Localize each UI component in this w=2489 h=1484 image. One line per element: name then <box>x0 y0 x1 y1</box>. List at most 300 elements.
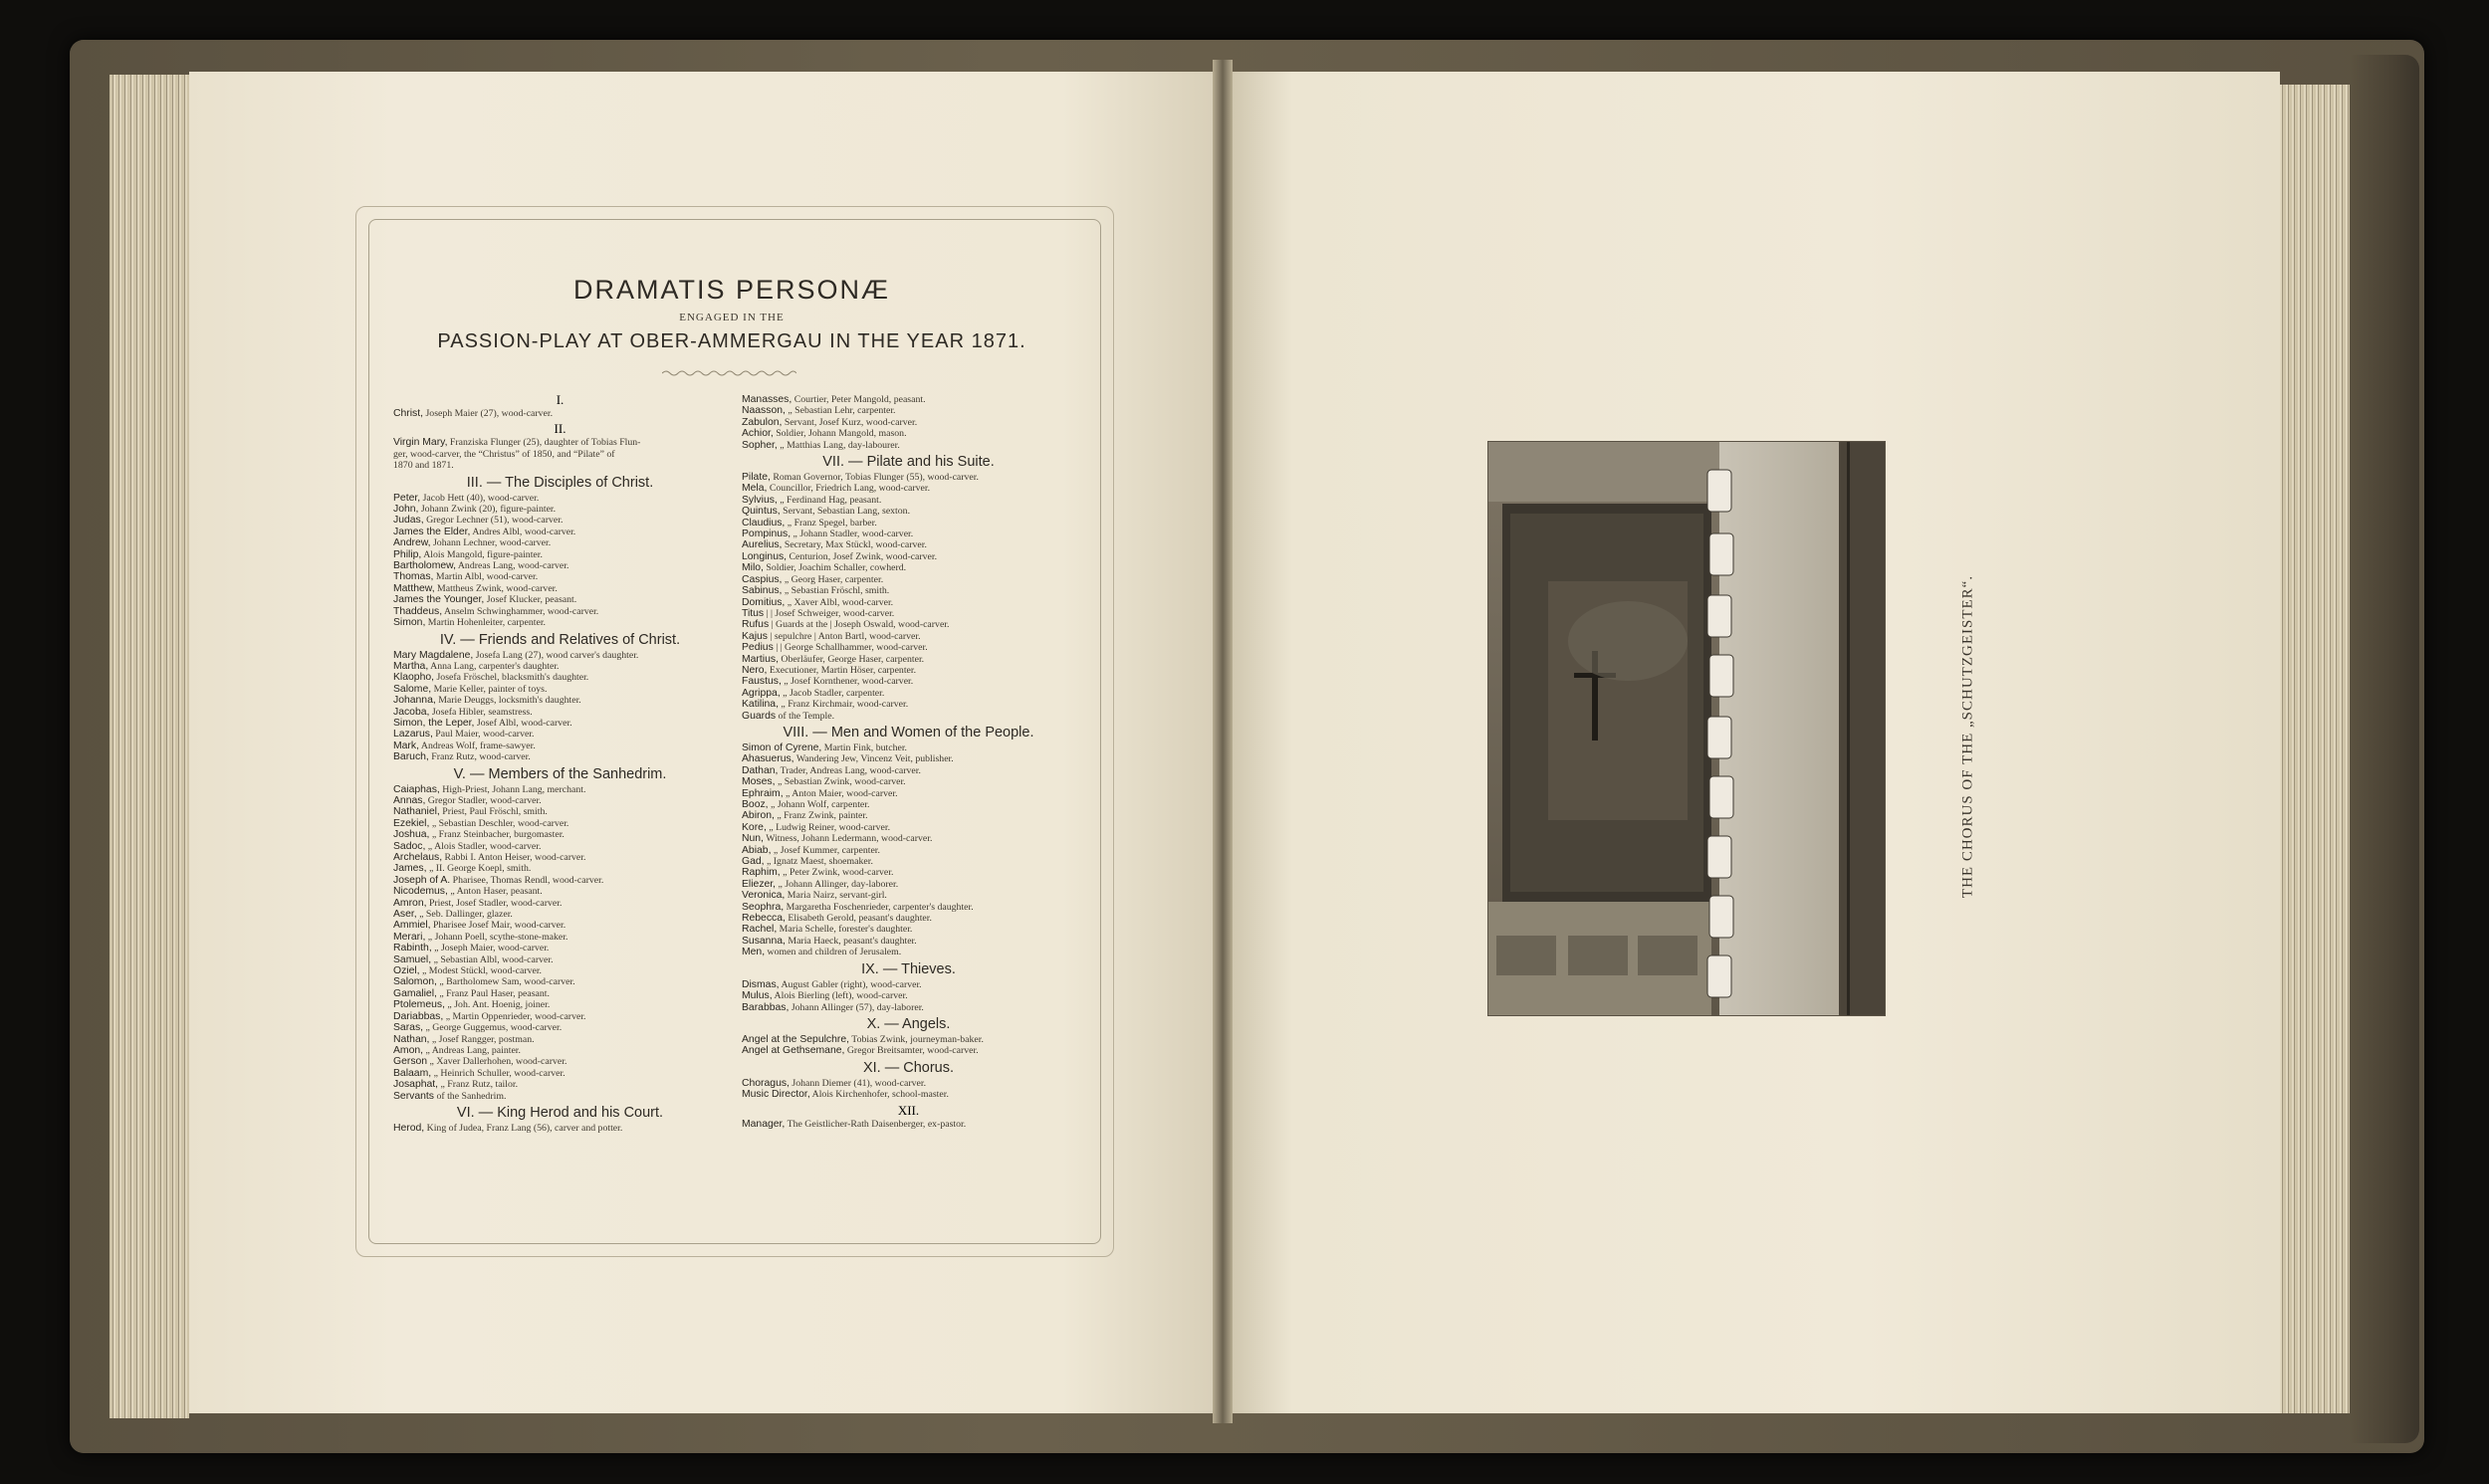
role-name: Men, <box>742 947 766 958</box>
cast-entry <box>742 562 1075 573</box>
actor-detail: Johann Allinger (57), day-laborer. <box>789 1001 924 1013</box>
cast-entry <box>393 437 727 448</box>
actor-detail: Margaretha Foschenrieder, carpenter's daughter. <box>784 901 974 913</box>
role-name: Aurelius, <box>742 539 783 551</box>
actor-detail: Maria Nairz, servant-girl. <box>785 890 887 902</box>
role-name: Barabbas, <box>742 1001 790 1013</box>
role-name: Philip, <box>393 548 422 560</box>
role-name: Thomas, <box>393 571 434 583</box>
actor-detail: „ Josef Kummer, carpenter. <box>771 844 880 856</box>
section-heading: X. — Angels. <box>866 1015 951 1032</box>
role-name: Nathan, <box>393 1033 430 1045</box>
cast-entry <box>393 784 727 795</box>
actor-detail: „ Franz Steinbacher, burgomaster. <box>429 829 565 841</box>
cast-entry <box>742 529 1075 539</box>
actor-detail: Roman Governor, Tobias Flunger (55), wood-carver. <box>770 472 979 484</box>
cast-column-left <box>393 390 727 1134</box>
actor-detail: Executioner, Martin Höser, carpenter. <box>767 664 917 676</box>
role-name: Pedius <box>742 642 774 654</box>
actor-detail: The Geistlicher-Rath Daisenberger, ex-pastor. <box>785 1118 967 1130</box>
cast-entry <box>742 551 1075 562</box>
cast-entry <box>742 1034 1075 1045</box>
actor-detail: Franziska Flunger (25), daughter of Tobias Flun- <box>447 437 641 449</box>
role-name: Matthew, <box>393 582 435 594</box>
actor-detail: „ Josef Kornthener, wood-carver. <box>781 676 914 688</box>
role-name: Merari, <box>393 931 426 943</box>
actor-detail: „ Johann Wolf, carpenter. <box>768 799 870 810</box>
actor-detail: Mattheus Zwink, wood-carver. <box>434 582 558 594</box>
cast-entry <box>393 672 727 683</box>
role-name: Music Director, <box>742 1089 810 1101</box>
role-name: Manager, <box>742 1118 786 1130</box>
actor-detail: Servant, Sebastian Lang, sexton. <box>780 506 911 518</box>
section-heading: VI. — King Herod and his Court. <box>456 1104 664 1121</box>
role-name: Mela, <box>742 483 768 495</box>
role-name: Caiaphas, <box>393 783 440 795</box>
role-name: Mulus, <box>742 990 773 1002</box>
actor-detail: Marie Deuggs, locksmith's daughter. <box>435 695 581 707</box>
book-gutter <box>1213 60 1233 1423</box>
cast-entry <box>742 765 1075 776</box>
role-name: Nathaniel, <box>393 806 440 818</box>
actor-detail: Priest, Paul Fröschl, smith. <box>439 806 548 818</box>
role-name: Claudius, <box>742 517 786 529</box>
actor-detail: Johann Lechner, wood-carver. <box>430 537 552 549</box>
cast-entry <box>393 795 727 806</box>
photo-caption: THE CHORUS OF THE „SCHUTZGEISTER“. <box>1959 574 1976 899</box>
cast-entry <box>742 518 1075 529</box>
actor-detail: Maria Haeck, peasant's daughter. <box>785 935 917 947</box>
role-name: Herod, <box>393 1122 425 1134</box>
actor-detail: | | Josef Schweiger, wood-carver. <box>764 607 895 619</box>
cast-entry <box>393 875 727 886</box>
actor-detail: Josefa Fröschel, blacksmith's daughter. <box>434 672 589 684</box>
actor-detail: „ Ferdinand Hag, peasant. <box>777 494 882 506</box>
role-name: Nun, <box>742 833 764 845</box>
role-name: Amron, <box>393 897 427 909</box>
actor-detail: Alois Bierling (left), wood-carver. <box>772 990 908 1002</box>
actor-detail: „ Bartholomew Sam, wood-carver. <box>436 976 575 988</box>
cast-entry <box>393 493 727 504</box>
role-name: Sylvius, <box>742 494 778 506</box>
actor-detail: „ Jacob Stadler, carpenter. <box>780 687 885 699</box>
cast-entry <box>742 539 1075 550</box>
role-name: Ptolemeus, <box>393 999 445 1011</box>
actor-detail: Wandering Jew, Vincenz Veit, publisher. <box>793 753 954 765</box>
cast-entry <box>742 699 1075 710</box>
cast-entry <box>742 1078 1075 1089</box>
role-name: Bartholomew, <box>393 560 456 572</box>
section-heading: VII. — Pilate and his Suite. <box>822 454 995 471</box>
role-name: Amon, <box>393 1044 424 1056</box>
cast-entry <box>742 676 1075 687</box>
cast-entry <box>742 833 1075 844</box>
cast-column-right <box>742 394 1075 1130</box>
actor-detail: „ Sebastian Albl, wood-carver. <box>431 954 554 965</box>
cast-entry <box>742 924 1075 935</box>
cast-entry <box>393 537 727 548</box>
actor-detail: Anna Lang, carpenter's daughter. <box>428 660 560 672</box>
role-name: Servants <box>393 1090 435 1102</box>
actor-detail: „ Peter Zwink, wood-carver. <box>780 867 894 879</box>
role-name: James the Elder, <box>393 526 471 537</box>
actor-detail: „ Xaver Dallerhohen, wood-carver. <box>427 1056 567 1068</box>
role-name: Mark, <box>393 740 419 751</box>
role-name: Martius, <box>742 653 779 665</box>
cast-entry <box>393 684 727 695</box>
role-name: Samuel, <box>393 954 432 965</box>
cast-entry <box>393 594 727 605</box>
cast-entry <box>742 665 1075 676</box>
role-name: Aser, <box>393 909 417 921</box>
role-name: Kajus <box>742 630 768 642</box>
actor-detail: „ Sebastian Fröschl, smith. <box>782 585 890 597</box>
role-name: Pilate, <box>742 472 771 484</box>
actor-detail: Franz Rutz, wood-carver. <box>428 751 531 763</box>
cast-entry <box>742 711 1075 722</box>
actor-detail: Elisabeth Gerold, peasant's daughter. <box>785 913 932 925</box>
section-heading: XI. — Chorus. <box>862 1059 955 1076</box>
actor-detail: „ Franz Spegel, barber. <box>785 517 877 529</box>
role-name: Sopher, <box>742 439 778 451</box>
role-name: Nero, <box>742 664 768 676</box>
actor-detail: „ Modest Stückl, wood-carver. <box>419 965 542 977</box>
actor-detail: „ Franz Kirchmair, wood-carver. <box>778 699 909 711</box>
cast-entry <box>742 936 1075 947</box>
actor-detail: Councillor, Friedrich Lang, wood-carver. <box>767 483 931 495</box>
actor-detail: Johann Diemer (41), wood-carver. <box>789 1077 927 1089</box>
actor-detail: Maria Schelle, forester's daughter. <box>777 924 913 936</box>
cast-entry <box>393 460 727 471</box>
cast-entry <box>742 417 1075 428</box>
cast-entry <box>393 695 727 706</box>
role-name: Angel at the Sepulchre, <box>742 1033 850 1045</box>
actor-detail: Centurion, Josef Zwink, wood-carver. <box>787 550 938 562</box>
actor-detail: Witness, Johann Ledermann, wood-carver. <box>763 833 933 845</box>
role-name: Abiab, <box>742 844 772 856</box>
cast-entry <box>742 631 1075 642</box>
actor-detail: Soldier, Johann Mangold, mason. <box>773 428 907 440</box>
role-name: Johanna, <box>393 695 436 707</box>
role-name: Caspius, <box>742 573 783 585</box>
cast-entry <box>742 990 1075 1001</box>
role-name: Domitius, <box>742 596 786 608</box>
actor-detail: of the Temple. <box>776 710 835 722</box>
role-name: Oziel, <box>393 965 420 977</box>
role-name: Judas, <box>393 515 424 527</box>
role-name: Zabulon, <box>742 416 783 428</box>
cast-entry <box>393 449 727 460</box>
cast-entry <box>742 1002 1075 1013</box>
role-name: Simon, <box>393 617 426 629</box>
actor-detail: „ Sebastian Lehr, carpenter. <box>785 405 896 417</box>
role-name: Baruch, <box>393 751 429 763</box>
page-subtitle: ENGAGED IN THE <box>679 312 785 323</box>
section-heading: III. — The Disciples of Christ. <box>466 474 654 491</box>
play-title: PASSION-PLAY AT OBER-AMMERGAU IN THE YEAR 1871. <box>437 330 1026 352</box>
role-name: Rebecca, <box>742 913 786 925</box>
actor-detail: August Gabler (right), wood-carver. <box>779 978 922 990</box>
actor-detail: „ Alois Stadler, wood-carver. <box>425 840 542 852</box>
cast-entry <box>742 753 1075 764</box>
cast-entry <box>393 650 727 661</box>
actor-detail: Rabbi I. Anton Heiser, wood-carver. <box>442 852 586 863</box>
cast-entry <box>742 947 1075 957</box>
actor-detail: | sepulchre | Anton Bartl, wood-carver. <box>768 630 921 642</box>
section-number: XII. <box>897 1102 920 1118</box>
role-name: Pompinus, <box>742 529 792 540</box>
cast-entry <box>393 504 727 515</box>
cast-entry <box>393 976 727 987</box>
actor-detail: „ Johann Allinger, day-laborer. <box>776 878 899 890</box>
role-name: Ephraim, <box>742 787 784 799</box>
role-name: Peter, <box>393 492 421 504</box>
actor-detail: „ Andreas Lang, painter. <box>423 1044 521 1056</box>
actor-detail: Josefa Hibler, seamstress. <box>429 706 533 718</box>
role-name: Christ, <box>393 408 424 419</box>
book-spine-right <box>2350 55 2419 1443</box>
actor-detail: Josef Albl, wood-carver. <box>474 717 572 729</box>
actor-detail: Soldier, Joachim Schaller, cowherd. <box>763 562 907 574</box>
cast-entry <box>742 890 1075 901</box>
cast-entry <box>393 1011 727 1022</box>
cast-entry <box>742 856 1075 867</box>
cast-entry <box>393 1022 727 1033</box>
actor-detail: Joseph Maier (27), wood-carver. <box>423 408 554 419</box>
section-heading: VIII. — Men and Women of the People. <box>783 724 1034 741</box>
role-name: Veronica, <box>742 890 786 902</box>
actor-detail: „ Johann Stadler, wood-carver. <box>791 529 914 540</box>
cast-entry <box>393 1123 727 1134</box>
cast-entry <box>742 1089 1075 1100</box>
actor-detail: „ Josef Rangger, postman. <box>429 1033 535 1045</box>
role-name: Joshua, <box>393 829 430 841</box>
role-name: Milo, <box>742 562 764 574</box>
role-name: Guards <box>742 710 777 722</box>
section-heading: IV. — Friends and Relatives of Christ. <box>439 631 681 648</box>
role-name: Rachel, <box>742 924 778 936</box>
cast-entry <box>393 898 727 909</box>
section-heading: IX. — Thieves. <box>861 960 956 977</box>
actor-detail: „ Martin Oppenrieder, wood-carver. <box>443 1010 586 1022</box>
cast-entry <box>742 879 1075 890</box>
cast-entry <box>393 571 727 582</box>
actor-detail: „ Georg Haser, carpenter. <box>782 573 884 585</box>
cast-entry <box>393 965 727 976</box>
cast-entry <box>393 954 727 965</box>
role-name: Mary Magdalene, <box>393 649 474 661</box>
cast-entry <box>393 841 727 852</box>
actor-detail: Martin Fink, butcher. <box>821 742 907 753</box>
role-name: Angel at Gethsemane, <box>742 1045 845 1057</box>
role-name: Agrippa, <box>742 687 781 699</box>
cast-entry <box>393 999 727 1010</box>
cast-entry <box>393 1056 727 1067</box>
cast-entry <box>393 606 727 617</box>
actor-detail: „ Johann Poell, scythe-stone-maker. <box>425 931 568 943</box>
actor-detail: „ Heinrich Schuller, wood-carver. <box>431 1067 566 1079</box>
actor-detail: Gregor Stadler, wood-carver. <box>425 794 542 806</box>
role-name: Ahasuerus, <box>742 753 794 765</box>
cast-entry <box>742 788 1075 799</box>
actor-detail: Tobias Zwink, journeyman-baker. <box>849 1033 984 1045</box>
actor-detail: „ Joh. Ant. Hoenig, joiner. <box>444 999 551 1011</box>
actor-detail: Gregor Lechner (51), wood-carver. <box>423 515 564 527</box>
actor-detail: Josefa Lang (27), wood carver's daughter. <box>473 649 639 661</box>
actor-detail: Paul Maier, wood-carver. <box>432 729 535 741</box>
actor-detail: | | George Schallhammer, wood-carver. <box>773 642 928 654</box>
role-name: Lazarus, <box>393 729 433 741</box>
role-name: Dariabbas, <box>393 1010 444 1022</box>
actor-detail: Johann Zwink (20), figure-painter. <box>418 504 557 516</box>
cast-entry <box>393 1091 727 1102</box>
actor-detail: 1870 and 1871. <box>393 460 454 472</box>
role-name: Salomon, <box>393 976 437 988</box>
cast-entry <box>393 741 727 751</box>
cast-entry <box>393 920 727 931</box>
actor-detail: „ Ludwig Reiner, wood-carver. <box>766 821 891 833</box>
cast-entry <box>742 810 1075 821</box>
role-name: Joseph of A. <box>393 874 451 886</box>
cast-entry <box>742 1045 1075 1056</box>
role-name: Jacoba, <box>393 706 430 718</box>
cast-entry <box>742 642 1075 653</box>
cast-entry <box>393 729 727 740</box>
role-name: Josaphat, <box>393 1079 439 1091</box>
role-name: Ammiel, <box>393 920 431 932</box>
actor-detail: „ Xaver Albl, wood-carver. <box>785 596 894 608</box>
cast-entry <box>393 988 727 999</box>
cast-entry <box>742 585 1075 596</box>
cast-entry <box>742 574 1075 585</box>
role-name: Martha, <box>393 660 429 672</box>
cast-entry <box>393 909 727 920</box>
actor-detail: „ Matthias Lang, day-labourer. <box>777 439 900 451</box>
role-name: Longinus, <box>742 550 788 562</box>
role-name: Klaopho, <box>393 672 435 684</box>
role-name: Titus <box>742 607 765 619</box>
actor-detail: women and children of Jerusalem. <box>765 947 902 958</box>
cast-entry <box>393 806 727 817</box>
role-name: Sabinus, <box>742 585 783 597</box>
section-heading: V. — Members of the Sanhedrim. <box>453 765 667 782</box>
actor-detail: Pharisee Josef Mair, wood-carver. <box>430 920 566 932</box>
cast-entry <box>393 661 727 672</box>
cast-entry <box>742 495 1075 506</box>
cast-entry <box>742 472 1075 483</box>
role-name: Abiron, <box>742 810 775 822</box>
role-name: Rabinth, <box>393 943 432 954</box>
role-name: Raphim, <box>742 867 781 879</box>
actor-detail: Anselm Schwinghammer, wood-carver. <box>442 605 599 617</box>
actor-detail: High-Priest, Johann Lang, merchant. <box>439 783 586 795</box>
role-name: James the Younger, <box>393 594 485 606</box>
role-name: Faustus, <box>742 676 782 688</box>
chorus-photograph <box>1488 442 1885 1015</box>
actor-detail: „ Sebastian Deschler, wood-carver. <box>429 817 569 829</box>
page-title: DRAMATIS PERSONÆ <box>572 275 891 305</box>
actor-detail: Andreas Lang, wood-carver. <box>455 560 569 572</box>
cast-entry <box>742 845 1075 856</box>
cast-entry <box>393 1045 727 1056</box>
photograph-image <box>1488 442 1885 1015</box>
role-name: Rufus <box>742 619 770 631</box>
page-stack-right <box>2280 85 2350 1413</box>
cast-entry <box>393 829 727 840</box>
cast-entry <box>393 549 727 560</box>
cast-entry <box>742 1119 1075 1130</box>
actor-detail: Priest, Josef Stadler, wood-carver. <box>426 897 563 909</box>
cast-entry <box>393 583 727 594</box>
role-name: Eliezer, <box>742 878 777 890</box>
actor-detail: Servant, Josef Kurz, wood-carver. <box>782 416 918 428</box>
cast-entry <box>393 863 727 874</box>
actor-detail: Pharisee, Thomas Rendl, wood-carver. <box>450 874 604 886</box>
cast-entry <box>393 818 727 829</box>
cast-entry <box>742 902 1075 913</box>
actor-detail: Andreas Wolf, frame-sawyer. <box>418 740 536 751</box>
actor-detail: „ Franz Rutz, tailor. <box>438 1079 519 1091</box>
role-name: Choragus, <box>742 1077 790 1089</box>
section-number: I. <box>556 392 565 407</box>
role-name: Katilina, <box>742 699 779 711</box>
cast-entry <box>742 776 1075 787</box>
cast-entry <box>742 506 1075 517</box>
actor-detail: „ Joseph Maier, wood-carver. <box>431 943 550 954</box>
cast-entry <box>742 742 1075 753</box>
cast-entry <box>742 483 1075 494</box>
cast-entry <box>393 932 727 943</box>
role-name: Dathan, <box>742 764 779 776</box>
cast-entry <box>742 428 1075 439</box>
role-name: Simon, the Leper, <box>393 717 475 729</box>
role-name: Manasses, <box>742 394 792 405</box>
role-name: Annas, <box>393 794 426 806</box>
cast-entry <box>742 597 1075 608</box>
actor-detail: Andres Albl, wood-carver. <box>470 526 576 537</box>
actor-detail: Jacob Hett (40), wood-carver. <box>420 492 540 504</box>
actor-detail: Trader, Andreas Lang, wood-carver. <box>778 764 921 776</box>
actor-detail: Gregor Breitsamter, wood-carver. <box>844 1045 979 1057</box>
cast-entry <box>393 943 727 954</box>
actor-detail: Secretary, Max Stückl, wood-carver. <box>782 539 927 551</box>
role-name: Moses, <box>742 776 776 788</box>
actor-detail: | Guards at the | Joseph Oswald, wood-carver. <box>769 619 950 631</box>
cast-entry <box>393 515 727 526</box>
role-name: James, <box>393 863 427 875</box>
cast-entry <box>393 1079 727 1090</box>
role-name: Achior, <box>742 428 774 440</box>
actor-detail: Martin Albl, wood-carver. <box>433 571 539 583</box>
role-name: Sadoc, <box>393 840 426 852</box>
actor-detail: „ II. George Koepl, smith. <box>426 863 532 875</box>
cast-entry <box>742 619 1075 630</box>
actor-detail: „ George Guggemus, wood-carver. <box>423 1022 563 1034</box>
cast-entry <box>742 440 1075 451</box>
cast-entry <box>742 867 1075 878</box>
role-name: John, <box>393 504 419 516</box>
ornament-divider <box>662 369 796 377</box>
role-name: Balaam, <box>393 1067 432 1079</box>
actor-detail: Alois Kirchenhofer, school-master. <box>809 1089 949 1101</box>
role-name: Booz, <box>742 799 769 810</box>
cast-entry <box>742 654 1075 665</box>
role-name: Quintus, <box>742 506 781 518</box>
actor-detail: Alois Mangold, figure-painter. <box>421 548 543 560</box>
cast-entry <box>393 617 727 628</box>
actor-detail: of the Sanhedrim. <box>434 1090 507 1102</box>
role-name: Gamaliel, <box>393 987 437 999</box>
